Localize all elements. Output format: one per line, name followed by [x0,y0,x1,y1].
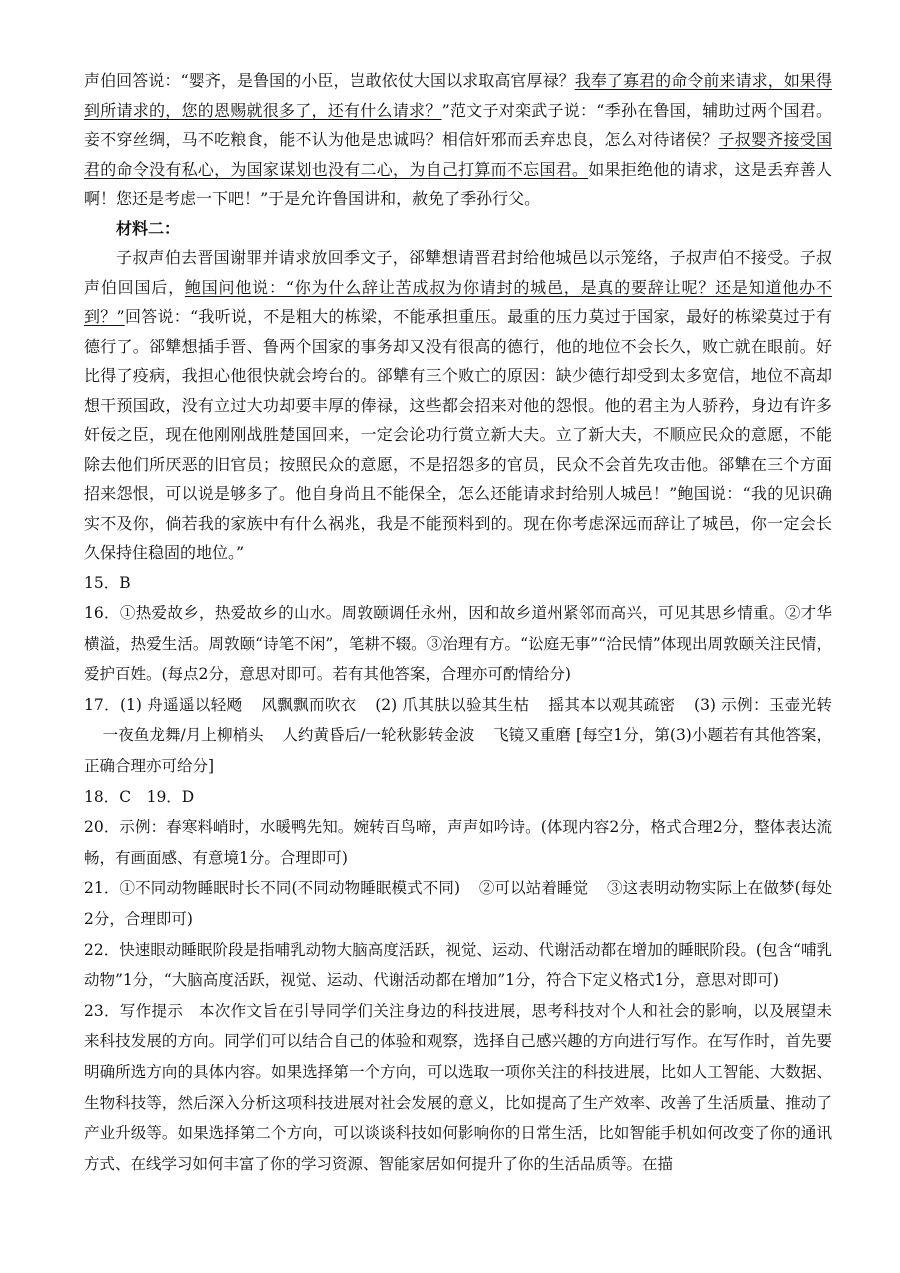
material2-text-2: 回答说：“我听说，不是粗大的栋梁，不能承担重压。最重的压力莫过于国家，最好的栋梁莫过于有德行了。郤犨想插手晋、鲁两个国家的事务却又没有很高的德行，他的地位不会长久，败亡就在眼前。好比得了疫病，我担心他很快就会垮台的。郤犨有三个败亡的原因：缺少德行却受到太多宽信，地位不高却想干预国政，没有立过大功却要丰厚的俸禄，这些都会招来对他的怨恨。他的君主为人骄矜，身边有许多奸佞之臣，现在他刚刚战胜楚国回来，一定会论功行赏立新大夫。立了新大夫，不顺应民众的意愿，不能除去他们所厌恶的旧官员；按照民众的意愿，不是招怨多的官员，民众不会首先攻击他。郤犨在三个方面招来怨恨，可以说是够多了。他自身尚且不能保全，怎么还能请求封给别人城邑！”鲍国说：“我的见识确实不及你，倘若我的家族中有什么祸兆，我是不能预料到的。现在你考虑深远而辞让了城邑，你一定会长久保持住稳固的地位。” [84,307,832,562]
answer-17-a: 17．(1) 舟遥遥以轻飏 [84,695,243,714]
answer-16: 16．①热爱故乡，热爱故乡的山水。周敦颐调任永州，因和故乡道州紧邻而高兴，可见其思乡情重。②才华横溢，热爱生活。周敦颐“诗笔不闲”，笔耕不辍。③治理有方。“讼庭无事”“洽民情”体现出周敦颐关注民情，爱护百姓。(每点2分，意思对即可。若有其他答案，合理亦可酌情给分) [84,604,832,684]
answer-17-f: 一夜鱼龙舞/月上柳梢头 [102,726,264,745]
material1-text-2: ”范文子对栾武子说：“季孙在鲁国，辅助过两个国君。妾不穿丝绸，马不吃粮食，能不认为他是忠诚吗？相信奸邪而丢弃忠良，怎么对待诸侯？ [84,100,832,149]
material1-text-3: 如果拒绝他的请求，这是丢弃善人啊！您还是考虑一下吧！”于是允许鲁国讲和，赦免了季孙行父。 [84,159,832,208]
answer-21 [84,873,832,934]
material1-text-1: 声伯回答说：“婴齐，是鲁国的小臣，岂敢依仗大国以求取高官厚禄？ [84,71,575,90]
material1-underlined-1: 我奉了寡君的命令前来请求，如果得到所请求的，您的恩赐就很多了，还有什么请求？ [84,71,832,120]
answer-21-d: (每处2分，合理即可) [84,879,832,929]
material2-paragraph [84,243,832,568]
material1-underlined-2: 子叔婴齐接受国君的命令没有私心，为国家谋划也没有二心，为自己打算而不忘国君。 [84,130,832,179]
document-page [84,66,832,1179]
answer-18-19: 18．C 19．D [84,787,195,806]
answer-23: 23．写作提示 本次作文旨在引导同学们关注身边的科技进展，思考科技对个人和社会的影响，以及展望未来科技发展的方向。同学们可以结合自己的体验和观察，选择自己感兴趣的方向进行写作。在写作时，首先要明确所选方向的具体内容。如果选择第一个方向，可以选取一项你关注的科技进展，比如人工智能、大数据、生物科技等，然后深入分析这项科技进展对社会发展的意义，比如提高了生产效率、改善了生活质量、推动了产业升级等。如果选择第二个方向，可以谈谈科技如何影响你的日常生活，比如智能手机如何改变了你的通讯方式、在线学习如何丰富了你的学习资源、智能家居如何提升了你的生活品质等。在描 [84,1001,832,1173]
answer-21-b: ②可以站着睡觉 [478,879,589,898]
material2-underlined-1: 鲍国问他说：“你为什么辞让苦成叔为你请封的城邑，是真的要辞让呢？还是知道他办不到？” [84,277,832,326]
answer-21-c: ③这表明动物实际上在做梦 [606,879,795,898]
answer-17-d: 摇其本以观其疏密 [548,695,676,714]
answer-22: 22．快速眼动睡眠阶段是指哺乳动物大脑高度活跃，视觉、运动、代谢活动都在增加的睡眠阶段。(包含“哺乳动物”1分，“大脑高度活跃，视觉、运动、代谢活动都在增加”1分，符合下定义格式1分，意思对即可) [84,940,832,990]
material2-text-1: 子叔声伯去晋国谢罪并请求放回季文子，郤犨想请晋君封给他城邑以示笼络，子叔声伯不接受。子叔声伯回国后， [84,248,832,297]
answer-15: 15．B [84,573,131,592]
answer-17-h: 飞镜又重磨 [每空1分，第(3)小题若有其他答案，正确合理亦可给分] [84,726,832,776]
answer-20: 20．示例：春寒料峭时，水暖鸭先知。婉转百鸟啼，声声如吟诗。(体现内容2分，格式合理2分，整体表达流畅，有画面感、有意境1分。合理即可) [84,818,832,867]
answer-17-b: 风飘飘而吹衣 [261,695,357,714]
answer-17-e: (3) 示例：玉壶光转 [694,695,832,714]
answer-21-a: 21．①不同动物睡眠时长不同(不同动物睡眠模式不同) [84,879,461,898]
answer-17-c: (2) 爪其肤以验其生枯 [375,695,530,714]
material2-heading: 材料二： [116,218,181,238]
answer-17 [84,690,832,782]
material1-ending-paragraph [84,66,832,214]
answer-17-g: 人约黄昏后/一轮秋影转金波 [282,726,475,745]
